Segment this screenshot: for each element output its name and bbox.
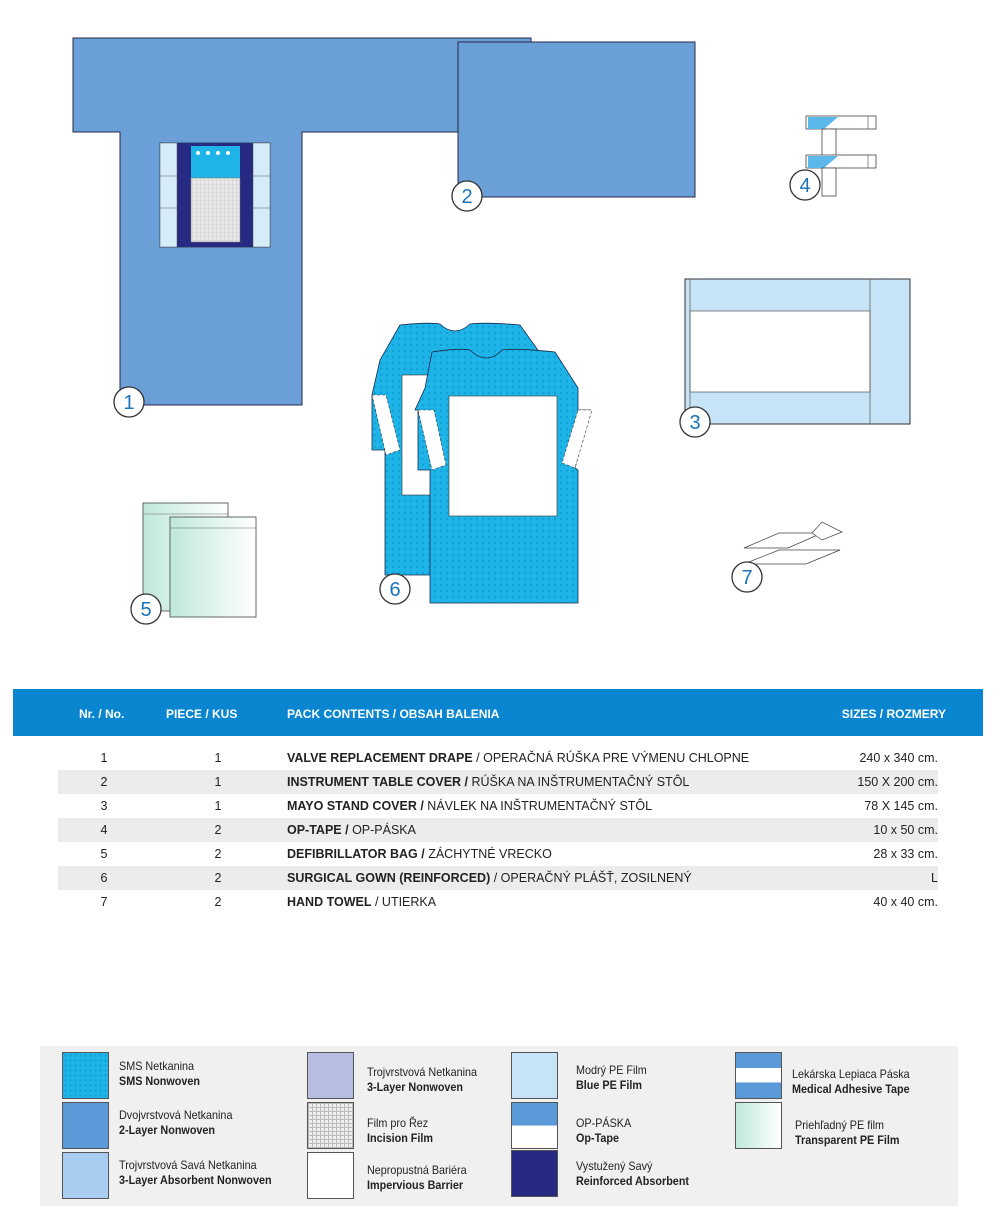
- row-nr: 3: [100, 799, 108, 813]
- row-contents: [287, 823, 416, 837]
- label-3: [680, 407, 710, 437]
- row-name-sk: / OPERAČNÁ RÚŠKA PRE VÝMENU CHLOPNE: [472, 751, 750, 765]
- label-4: [790, 170, 820, 200]
- svg-text:4: 4: [799, 175, 811, 197]
- row-piece: 2: [214, 823, 222, 837]
- legend-medical-adhesive-tape: Lekárska Lepiaca Páska Medical Adhesive Tape: [792, 1067, 910, 1096]
- row-contents: [287, 775, 689, 789]
- instrument-table-cover-drawing: [458, 42, 695, 197]
- defibrillator-bag-drawing: [143, 503, 256, 617]
- row-size: 150 X 200 cm.: [857, 775, 938, 789]
- row-piece: 2: [214, 895, 222, 909]
- incision-film-swatch: [307, 1102, 354, 1149]
- row-name-sk: RÚŠKA NA INŠTRUMENTAČNÝ STÔL: [468, 775, 690, 789]
- impervious-barrier-swatch: [307, 1152, 354, 1199]
- table-row: [58, 890, 938, 914]
- hand-towel-drawing: [744, 522, 842, 564]
- row-contents: [287, 871, 692, 885]
- row-name-en: INSTRUMENT TABLE COVER /: [287, 775, 469, 789]
- op-tape-swatch: [511, 1102, 558, 1149]
- 3-layer-absorbent-swatch: [62, 1152, 109, 1199]
- row-name-en: MAYO STAND COVER /: [287, 799, 424, 813]
- row-name-en: DEFIBRILLATOR BAG /: [287, 847, 425, 861]
- row-name-sk: / OPERAČNÝ PLÁŠŤ, ZOSILNENÝ: [490, 871, 692, 885]
- legend-reinforced-absorbent: Vystužený Savý Reinforced Absorbent: [576, 1159, 690, 1188]
- row-piece: 1: [214, 751, 222, 765]
- row-nr: 2: [100, 775, 108, 789]
- legend-3-layer-nonwoven: Trojvrstvová Netkanina 3-Layer Nonwoven: [367, 1065, 478, 1094]
- row-name-sk: / UTIERKA: [371, 895, 437, 909]
- row-piece: 1: [214, 775, 222, 789]
- row-name-en: VALVE REPLACEMENT DRAPE: [287, 751, 473, 765]
- table-row: [58, 818, 938, 842]
- legend-transparent-pe-film: Priehľadný PE film Transparent PE Film: [795, 1118, 900, 1147]
- label-6: [380, 574, 410, 604]
- svg-text:7: 7: [741, 567, 753, 589]
- row-nr: 1: [100, 751, 108, 765]
- header-piece: PIECE / KUS: [166, 707, 238, 721]
- row-contents: [287, 847, 552, 861]
- legend-impervious-barrier: Nepropustná Bariéra Impervious Barrier: [367, 1163, 467, 1192]
- legend-3-layer-absorbent: Trojvrstvová Savá Netkanina 3-Layer Absorbent Nonwoven: [119, 1158, 272, 1187]
- row-name-en: OP-TAPE /: [287, 823, 349, 837]
- svg-text:5: 5: [140, 599, 152, 621]
- row-name-en: HAND TOWEL: [287, 895, 372, 909]
- header-nr: Nr. / No.: [79, 707, 125, 721]
- svg-text:1: 1: [123, 392, 135, 414]
- transparent-pe-film-swatch: [735, 1102, 782, 1149]
- row-name-sk: OP-PÁSKA: [348, 823, 416, 837]
- row-size: 40 x 40 cm.: [873, 895, 938, 909]
- table-body: [13, 746, 983, 914]
- table-row: [58, 842, 938, 866]
- label-7: [732, 562, 762, 592]
- row-nr: 5: [100, 847, 108, 861]
- mayo-stand-cover-drawing: [685, 279, 910, 424]
- header-sizes: SIZES / ROZMERY: [841, 707, 946, 721]
- row-contents: [287, 751, 749, 765]
- sms-nonwoven-swatch: [62, 1052, 109, 1099]
- pack-contents-table: [13, 689, 983, 914]
- row-nr: 6: [100, 871, 108, 885]
- svg-text:6: 6: [389, 579, 401, 601]
- 3-layer-nonwoven-swatch: [307, 1052, 354, 1099]
- row-size: 240 x 340 cm.: [859, 751, 938, 765]
- 2-layer-nonwoven-swatch: [62, 1102, 109, 1149]
- header-contents: PACK CONTENTS / OBSAH BALENIA: [287, 707, 500, 721]
- legend-incision-film: Film pro Řez Incision Film: [367, 1116, 434, 1145]
- surgical-gown-drawing: [372, 323, 592, 603]
- row-size: 28 x 33 cm.: [873, 847, 938, 861]
- label-5: [131, 594, 161, 624]
- row-contents: [287, 895, 436, 909]
- svg-text:2: 2: [461, 186, 473, 208]
- row-name-sk: ZÁCHYTNÉ VRECKO: [424, 847, 552, 861]
- row-piece: 1: [214, 799, 222, 813]
- row-name-en: SURGICAL GOWN (REINFORCED): [287, 871, 491, 885]
- legend-sms-nonwoven: SMS Netkanina SMS Nonwoven: [119, 1059, 201, 1088]
- material-legend: [40, 1046, 958, 1206]
- row-size: 10 x 50 cm.: [873, 823, 938, 837]
- row-size: 78 X 145 cm.: [864, 799, 938, 813]
- row-piece: 2: [214, 871, 222, 885]
- legend-2-layer-nonwoven: Dvojvrstvová Netkanina 2-Layer Nonwoven: [119, 1108, 233, 1137]
- table-header: [13, 689, 983, 736]
- table-row: [58, 866, 938, 890]
- row-contents: [287, 799, 652, 813]
- legend-op-tape: OP-PÁSKA Op-Tape: [576, 1116, 632, 1145]
- row-nr: 4: [100, 823, 108, 837]
- legend-blue-pe-film: Modrý PE Film Blue PE Film: [576, 1063, 647, 1092]
- row-nr: 7: [100, 895, 108, 909]
- label-2: [452, 181, 482, 211]
- blue-pe-film-swatch: [511, 1052, 558, 1099]
- row-size: L: [931, 871, 938, 885]
- table-row: [58, 746, 938, 770]
- label-1: [114, 387, 144, 417]
- reinforced-absorbent-swatch: [511, 1150, 558, 1197]
- table-row: [58, 794, 938, 818]
- table-row: [58, 770, 938, 794]
- medical-adhesive-tape-swatch: [735, 1052, 782, 1099]
- svg-text:3: 3: [689, 412, 701, 434]
- row-name-sk: NÁVLEK NA INŠTRUMENTAČNÝ STÔL: [423, 799, 653, 813]
- row-piece: 2: [214, 847, 222, 861]
